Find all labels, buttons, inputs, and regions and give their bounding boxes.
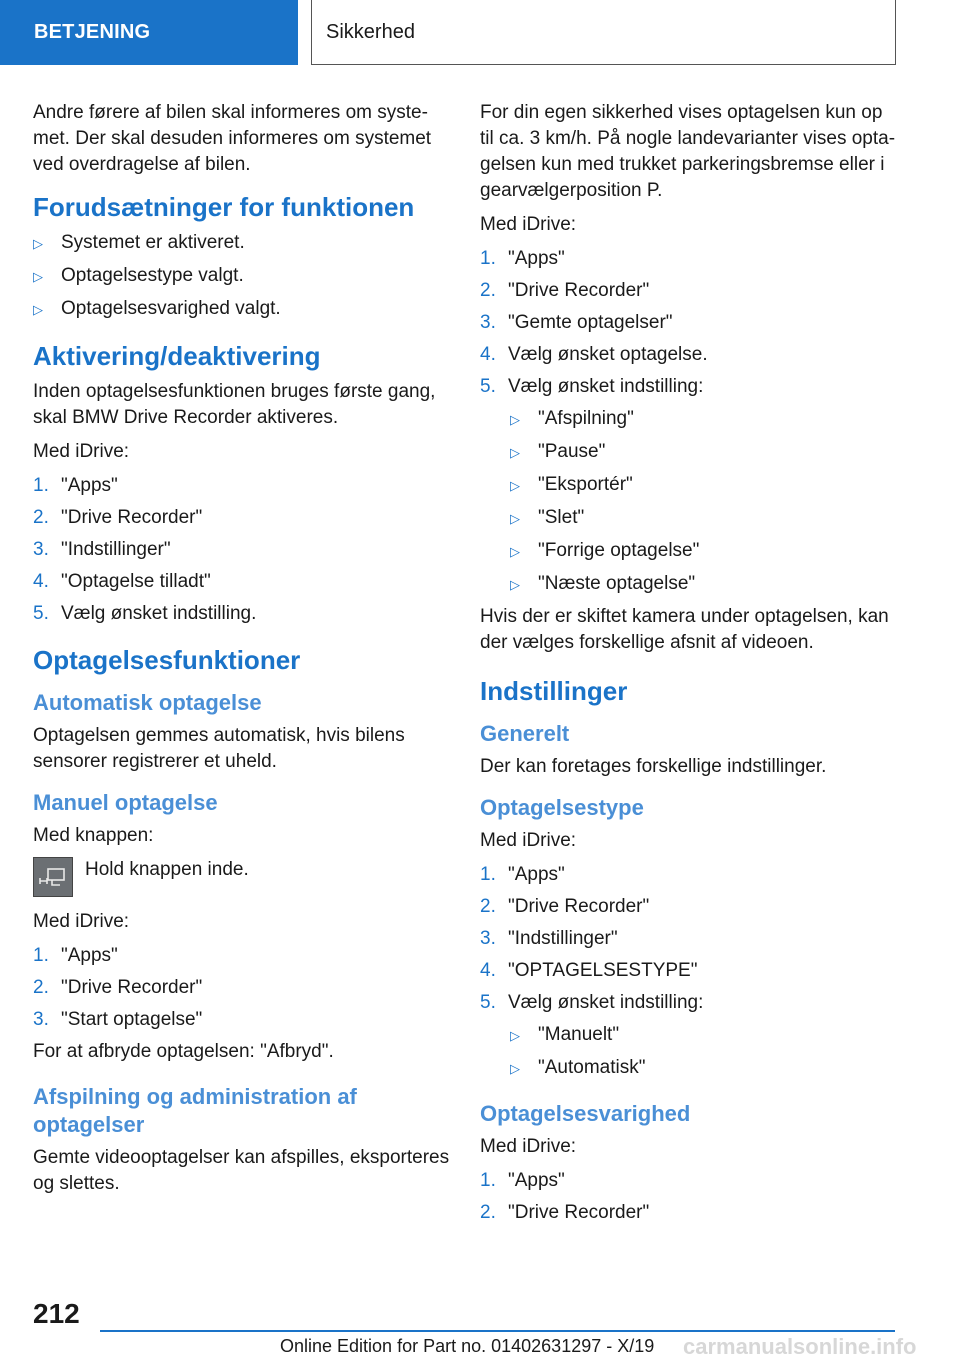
chapter-label: BETJENING — [34, 21, 151, 43]
med-knappen-label: Med knappen: — [33, 825, 154, 846]
skift-paragraph: Hvis der er skiftet kamera under optagelsen, kan der vælges forskellige afsnit af videoen. — [480, 606, 889, 653]
heading-optagelsesfunktioner: Optagelsesfunktioner — [33, 645, 301, 675]
heading-afspilning: Afspilning og administration af optagelser — [33, 1084, 357, 1137]
list-item: 1. "Apps" — [480, 864, 565, 885]
list-item: ▷ Systemet er aktiveret. — [33, 230, 453, 257]
heading-generelt: Generelt — [480, 721, 570, 746]
heading-manuel: Manuel optagelse — [33, 790, 218, 815]
list-item: 2. "Drive Recorder" — [480, 896, 650, 917]
triangle-bullet-icon: ▷ — [510, 511, 520, 526]
prerequisites-list — [33, 230, 453, 323]
list-item: ▷ Optagelsesvarighed valgt. — [33, 296, 453, 323]
optagelsesvarighed-steps — [480, 1168, 900, 1226]
list-item: 5. Vælg ønsket indstilling: — [480, 992, 704, 1013]
playback-steps — [480, 246, 900, 400]
list-item: 1. "Apps" — [480, 248, 565, 269]
generelt-paragraph: Der kan foretages forskellige indstillinger. — [480, 756, 827, 777]
page-number: 212 — [33, 1298, 80, 1329]
list-item: 5. Vælg ønsket indstilling. — [33, 603, 257, 624]
heading-optagelsesvarighed: Optagelsesvarighed — [480, 1101, 691, 1126]
heading-optagelsestype: Optagelsestype — [480, 795, 644, 820]
left-column — [33, 100, 453, 1205]
list-item: 3. "Indstillinger" — [480, 928, 618, 949]
heading-aktivering: Aktivering/deaktivering — [33, 341, 321, 371]
section-label: Sikkerhed — [326, 20, 415, 43]
optagelsestype-options — [480, 1022, 900, 1082]
list-item: ▷ "Pause" — [510, 439, 900, 466]
chapter-tab — [0, 0, 298, 65]
list-item: ▷ Optagelsestype valgt. — [33, 263, 453, 290]
list-item: 1. "Apps" — [33, 945, 118, 966]
footer-divider — [100, 1330, 895, 1332]
triangle-bullet-icon: ▷ — [33, 269, 43, 284]
triangle-bullet-icon: ▷ — [33, 302, 43, 317]
aktivering-paragraph: Inden optagelsesfunktionen bruges første gang, skal BMW Drive Recorder aktiveres. — [33, 381, 436, 428]
list-item: 4. "Optagelse tilladt" — [33, 571, 211, 592]
list-item: 1. "Apps" — [33, 475, 118, 496]
list-item: ▷ "Automatisk" — [510, 1055, 900, 1082]
manuel-steps — [33, 943, 453, 1033]
aktivering-steps — [33, 473, 453, 627]
list-item: 2. "Drive Recorder" — [33, 977, 203, 998]
intro-paragraph: For din egen sikkerhed vises optagelsen kun op til ca. 3 km/h. På nogle landevarianter vises opta-gelsen kun med trukket parkeringsbremse eller i gearvælgerposition P. — [480, 102, 896, 201]
button-instruction — [33, 857, 453, 897]
list-item: 2. "Drive Recorder" — [480, 280, 650, 301]
list-item: ▷ "Forrige optagelse" — [510, 538, 900, 565]
med-idrive-label: Med iDrive: — [33, 441, 130, 462]
med-idrive-label: Med iDrive: — [480, 214, 577, 235]
list-item: 3. "Start optagelse" — [33, 1009, 203, 1030]
right-column — [480, 100, 900, 1232]
playback-options — [480, 406, 900, 598]
triangle-bullet-icon: ▷ — [33, 236, 43, 251]
afspilning-paragraph: Gemte videooptagelser kan afspilles, eksporteres og slettes. — [33, 1147, 450, 1194]
intro-paragraph: Andre førere af bilen skal informeres om syste-met. Der skal desuden informeres om systemet ved overdragelse af bilen. — [33, 102, 432, 175]
list-item: 2. "Drive Recorder" — [480, 1202, 650, 1223]
drive-recorder-button-icon — [33, 857, 73, 897]
heading-forudsaetninger: Forudsætninger for funktionen — [33, 192, 415, 222]
med-idrive-label: Med iDrive: — [480, 1136, 577, 1157]
list-item: ▷ "Næste optagelse" — [510, 571, 900, 598]
edition-text: Online Edition for Part no. 01402631297 - X/19 — [280, 1336, 655, 1356]
triangle-bullet-icon: ▷ — [510, 1028, 520, 1043]
list-item: 3. "Gemte optagelser" — [480, 312, 673, 333]
triangle-bullet-icon: ▷ — [510, 577, 520, 592]
triangle-bullet-icon: ▷ — [510, 1061, 520, 1076]
list-item: 2. "Drive Recorder" — [33, 507, 203, 528]
automatisk-paragraph: Optagelsen gemmes automatisk, hvis bilens sensorer registrerer et uheld. — [33, 725, 405, 772]
triangle-bullet-icon: ▷ — [510, 412, 520, 427]
optagelsestype-steps — [480, 862, 900, 1016]
afbryd-paragraph: For at afbryde optagelsen: "Afbryd". — [33, 1041, 334, 1062]
heading-automatisk: Automatisk optagelse — [33, 690, 262, 715]
list-item: ▷ "Eksportér" — [510, 472, 900, 499]
list-item: 3. "Indstillinger" — [33, 539, 171, 560]
list-item: 4. Vælg ønsket optagelse. — [480, 344, 708, 365]
list-item: 1. "Apps" — [480, 1170, 565, 1191]
list-item: ▷ "Manuelt" — [510, 1022, 900, 1049]
list-item: 4. "OPTAGELSESTYPE" — [480, 960, 698, 981]
med-idrive-label: Med iDrive: — [33, 911, 130, 932]
triangle-bullet-icon: ▷ — [510, 478, 520, 493]
hold-button-text: Hold knappen inde. — [85, 859, 249, 880]
section-header — [311, 0, 896, 65]
med-idrive-label: Med iDrive: — [480, 830, 577, 851]
triangle-bullet-icon: ▷ — [510, 544, 520, 559]
list-item: ▷ "Afspilning" — [510, 406, 900, 433]
watermark-text: carmanualsonline.info — [683, 1334, 917, 1359]
triangle-bullet-icon: ▷ — [510, 445, 520, 460]
heading-indstillinger: Indstillinger — [480, 676, 628, 706]
list-item: 5. Vælg ønsket indstilling: — [480, 376, 704, 397]
list-item: ▷ "Slet" — [510, 505, 900, 532]
